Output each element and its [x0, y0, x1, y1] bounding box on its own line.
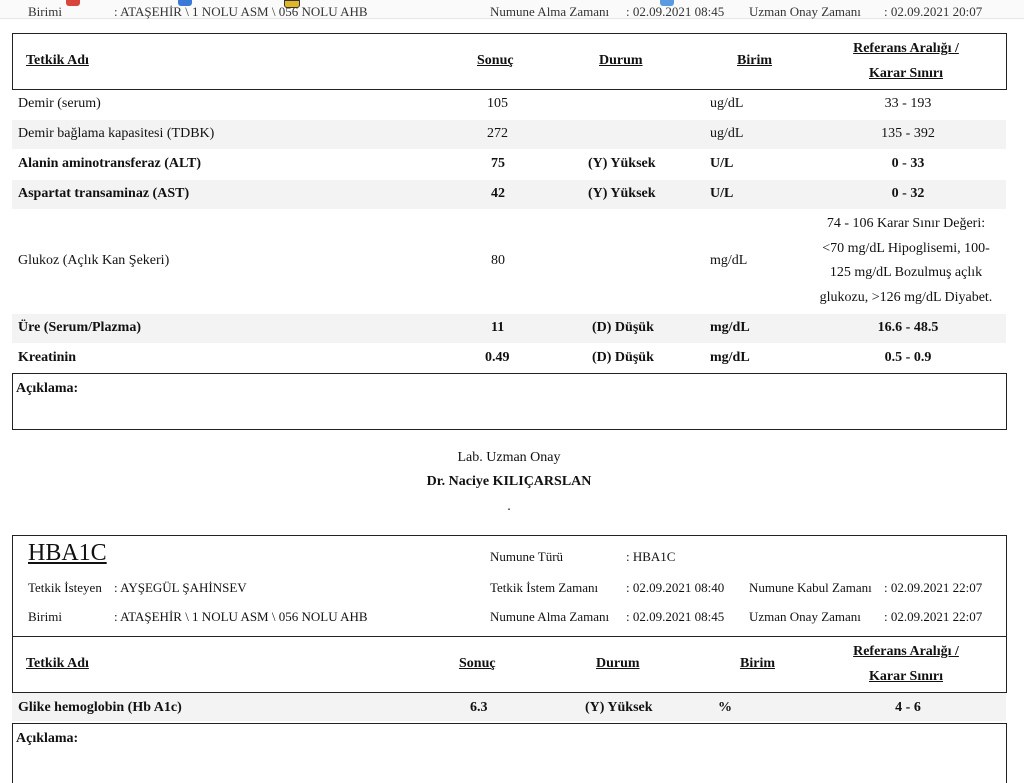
table1-header-ref2: Karar Sınırı [868, 66, 944, 81]
alma-value: : 02.09.2021 08:45 [626, 609, 725, 624]
test-result: 0.49 [485, 350, 510, 365]
test-status: (D) Düşük [592, 320, 654, 335]
table2-header-ref1: Referans Aralığı / [853, 644, 959, 659]
test-unit: U/L [710, 186, 734, 201]
numune-turu-value: : HBA1C [626, 549, 676, 564]
table2-header-unit: Birim [740, 656, 775, 671]
test-status: (D) Düşük [592, 350, 654, 365]
clipped-birim-label: Birimi [28, 4, 62, 19]
test-result: 6.3 [470, 700, 488, 715]
table1-header-status: Durum [599, 53, 643, 68]
test-status: (Y) Yüksek [588, 156, 656, 171]
onay-value: : 02.09.2021 22:07 [884, 609, 983, 624]
test-ref: 0 - 33 [891, 156, 925, 171]
test-unit: ug/dL [710, 96, 744, 111]
table1-header-ref1: Referans Aralığı / [853, 41, 959, 56]
test-ref: 0 - 32 [891, 186, 925, 201]
test-name: Alanin aminotransferaz (ALT) [18, 156, 202, 171]
aciklama-box [12, 373, 1007, 430]
clipped-alma-value: : 02.09.2021 08:45 [626, 4, 725, 19]
table1-header-name: Tetkik Adı [26, 53, 89, 68]
table2-header-name: Tetkik Adı [26, 656, 89, 671]
test-name: Üre (Serum/Plazma) [18, 320, 141, 335]
table1-header-result: Sonuç [477, 53, 514, 68]
table2-header-ref2: Karar Sınırı [868, 669, 944, 684]
test-ref: 16.6 - 48.5 [877, 320, 939, 335]
table2-header-result: Sonuç [459, 656, 496, 671]
approval-doctor: Dr. Naciye KILIÇARSLAN [426, 474, 592, 489]
test-ref-line: <70 mg/dL Hipoglisemi, 100- [822, 241, 990, 256]
test-name: Demir bağlama kapasitesi (TDBK) [18, 126, 215, 141]
test-unit: mg/dL [710, 253, 748, 268]
test-ref: 0.5 - 0.9 [884, 350, 932, 365]
test-result: 80 [491, 253, 505, 268]
test-result: 75 [491, 156, 505, 171]
birimi-label: Birimi [28, 609, 62, 624]
aciklama-label: Açıklama: [16, 381, 79, 396]
test-unit: U/L [710, 156, 734, 171]
test-ref: 4 - 6 [895, 700, 921, 715]
alma-label: Numune Alma Zamanı [490, 609, 610, 624]
test-result: 11 [491, 320, 505, 335]
test-name: Glike hemoglobin (Hb A1c) [18, 700, 182, 715]
test-ref-line: glukozu, >126 mg/dL Diyabet. [819, 290, 993, 305]
test-ref: 135 - 392 [881, 126, 935, 141]
numune-turu-label: Numune Türü [490, 549, 564, 564]
approval-dot: . [507, 499, 511, 514]
istem-value: : 02.09.2021 08:40 [626, 580, 725, 595]
test-ref: 33 - 193 [884, 96, 932, 111]
aciklama-box [12, 723, 1007, 783]
tetkik-isteyen-value: : AYŞEGÜL ŞAHİNSEV [114, 580, 247, 595]
approval-label: Lab. Uzman Onay [457, 450, 561, 465]
test-result: 272 [487, 126, 508, 141]
test-ref-line: 74 - 106 Karar Sınır Değeri: [826, 216, 986, 231]
test-ref-line: 125 mg/dL Bozulmuş açlık [829, 265, 983, 280]
test-name: Glukoz (Açlık Kan Şekeri) [18, 253, 170, 268]
table1-header-unit: Birim [737, 53, 772, 68]
istem-label: Tetkik İstem Zamanı [490, 580, 599, 595]
test-name: Aspartat transaminaz (AST) [18, 186, 190, 201]
table2-header-status: Durum [596, 656, 640, 671]
clipped-alma-label: Numune Alma Zamanı [490, 4, 610, 19]
aciklama-label: Açıklama: [16, 731, 79, 746]
test-unit: % [718, 700, 732, 715]
test-result: 105 [487, 96, 508, 111]
section2-title: HBA1C [28, 540, 107, 566]
clipped-onay-label: Uzman Onay Zamanı [749, 4, 861, 19]
test-unit: mg/dL [710, 320, 750, 335]
test-name: Kreatinin [18, 350, 77, 365]
test-status: (Y) Yüksek [588, 186, 656, 201]
birimi-value: : ATAŞEHİR \ 1 NOLU ASM \ 056 NOLU AHB [114, 609, 368, 624]
onay-label: Uzman Onay Zamanı [749, 609, 861, 624]
tetkik-isteyen-label: Tetkik İsteyen [28, 580, 102, 595]
clipped-onay-value: : 02.09.2021 20:07 [884, 4, 983, 19]
test-name: Demir (serum) [18, 96, 101, 111]
kabul-value: : 02.09.2021 22:07 [884, 580, 983, 595]
clipped-birim-value: : ATAŞEHİR \ 1 NOLU ASM \ 056 NOLU AHB [114, 4, 368, 19]
test-unit: mg/dL [710, 350, 750, 365]
test-unit: ug/dL [710, 126, 744, 141]
kabul-label: Numune Kabul Zamanı [749, 580, 872, 595]
test-result: 42 [491, 186, 505, 201]
test-status: (Y) Yüksek [585, 700, 653, 715]
